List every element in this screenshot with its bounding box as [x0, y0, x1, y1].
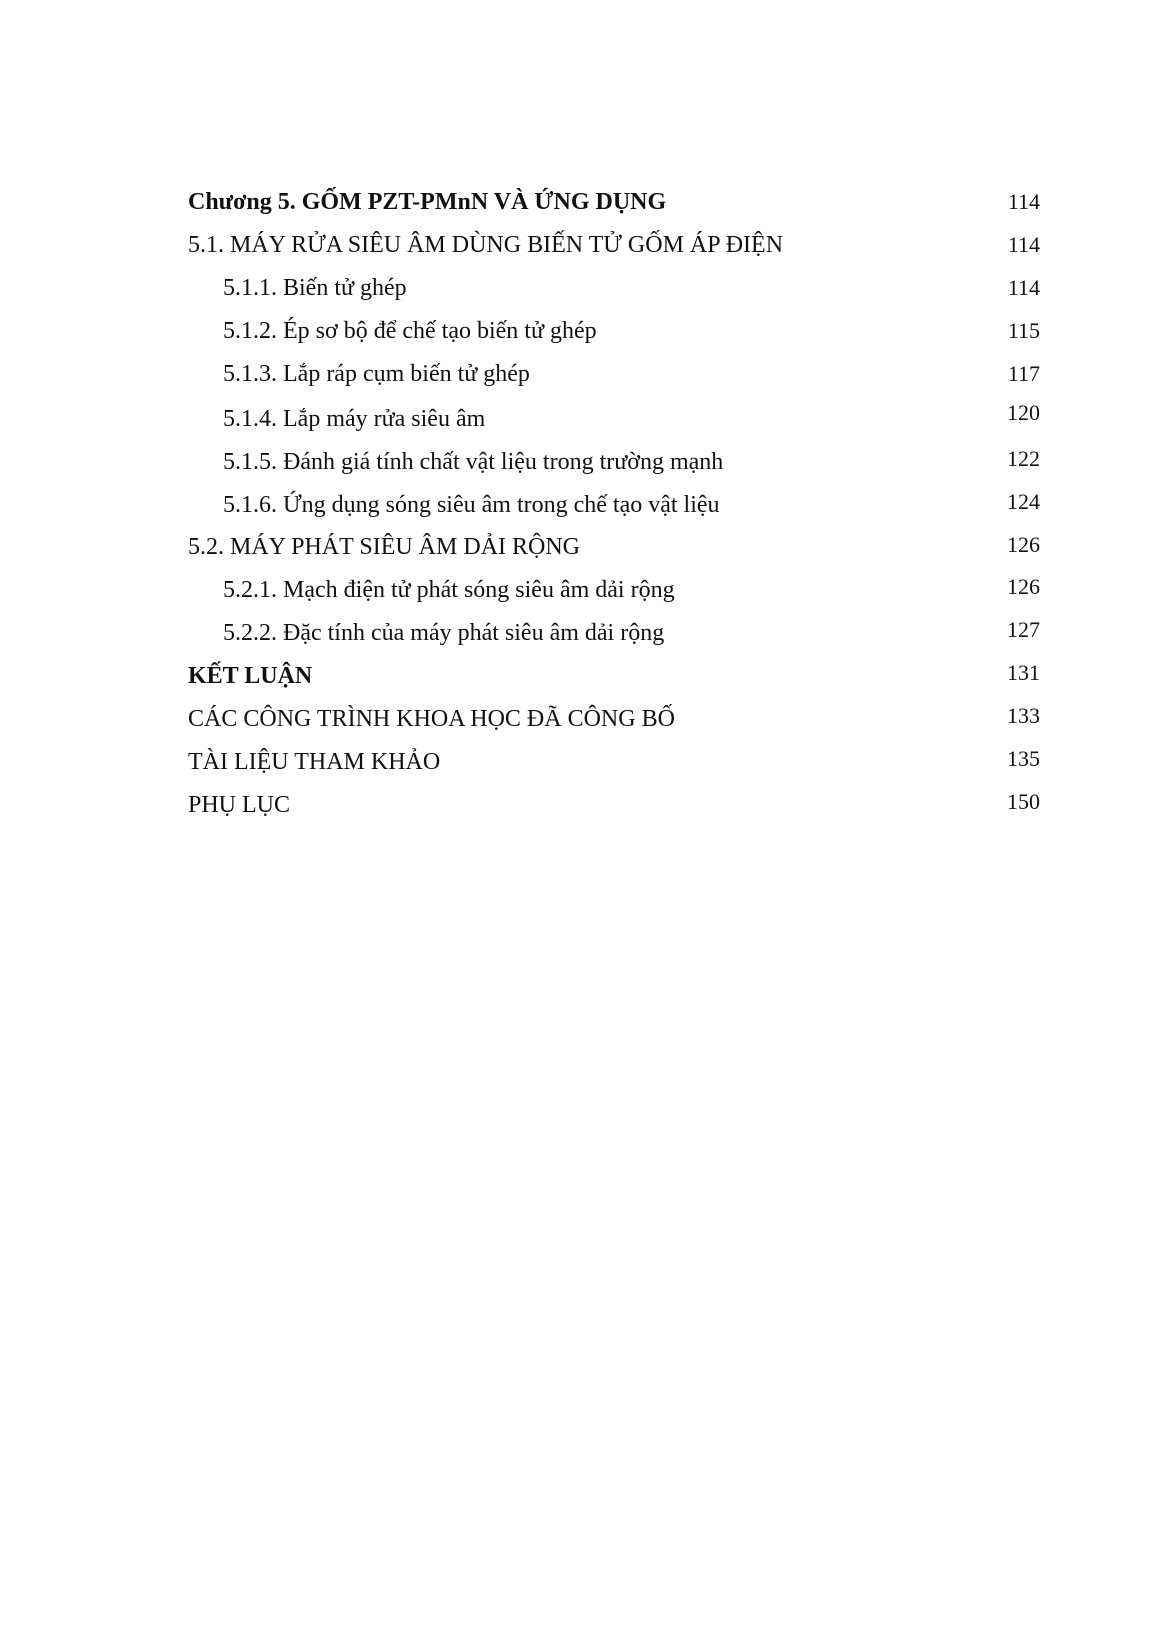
toc-entry-title: KẾT LUẬN: [188, 663, 313, 689]
toc-entry-subsection-5-1-5[interactable]: [0, 442, 1157, 482]
toc-entry-page: 127: [1007, 617, 1040, 642]
toc-entry-page: 126: [1007, 532, 1040, 557]
toc-entry-title: 5.2.2. Đặc tính của máy phát siêu âm dải rộng: [223, 620, 665, 646]
toc-entry-title: Chương 5. GỐM PZT-PMnN VÀ ỨNG DỤNG: [188, 189, 667, 215]
toc-entry-title: TÀI LIỆU THAM KHẢO: [188, 749, 441, 775]
toc-entry-title: 5.1. MÁY RỬA SIÊU ÂM DÙNG BIẾN TỬ GỐM ÁP ĐIỆN: [188, 232, 784, 258]
toc-entry-subsection-5-1-6[interactable]: [0, 485, 1157, 525]
toc-entry-page: 114: [1007, 189, 1040, 214]
toc-entry-subsection-5-2-1[interactable]: [0, 570, 1157, 610]
toc-entry-subsection-5-1-3[interactable]: [0, 354, 1157, 394]
toc-entry-subsection-5-2-2[interactable]: [0, 613, 1157, 653]
toc-entry-title: 5.2.1. Mạch điện tử phát sóng siêu âm dải rộng: [223, 577, 675, 603]
toc-entry-page: 120: [1007, 400, 1040, 425]
toc-entry-page: 131: [1007, 660, 1040, 685]
toc-entry-conclusion[interactable]: [0, 656, 1157, 696]
toc-entry-page: 150: [1007, 789, 1040, 814]
toc-entry-subsection-5-1-4[interactable]: [0, 399, 1157, 439]
toc-entry-page: 135: [1007, 746, 1040, 771]
toc-entry-page: 114: [1007, 232, 1040, 257]
toc-entry-page: 126: [1007, 574, 1040, 599]
toc-entry-section-5-2[interactable]: [0, 527, 1157, 567]
toc-entry-section-5-1[interactable]: [0, 225, 1157, 265]
toc-entry-title: CÁC CÔNG TRÌNH KHOA HỌC ĐÃ CÔNG BỐ: [188, 706, 675, 732]
toc-entry-page: 115: [1007, 318, 1040, 343]
toc-entry-title: PHỤ LỤC: [188, 792, 291, 818]
toc-entry-title: 5.1.6. Ứng dụng sóng siêu âm trong chế tạo vật liệu: [223, 492, 720, 518]
toc-entry-appendix[interactable]: [0, 785, 1157, 825]
toc-entry-title: 5.1.5. Đánh giá tính chất vật liệu trong trường mạnh: [223, 449, 724, 475]
toc-entry-subsection-5-1-2[interactable]: [0, 311, 1157, 351]
toc-entry-title: 5.1.3. Lắp ráp cụm biến tử ghép: [223, 361, 530, 387]
toc-entry-chapter-5[interactable]: [0, 182, 1157, 222]
toc-entry-page: 114: [1007, 275, 1040, 300]
toc-entry-subsection-5-1-1[interactable]: [0, 268, 1157, 308]
toc-entry-page: 122: [1007, 446, 1040, 471]
toc-entry-title: 5.2. MÁY PHÁT SIÊU ÂM DẢI RỘNG: [188, 534, 581, 560]
toc-entry-page: 124: [1007, 489, 1040, 514]
toc-entry-page: 133: [1007, 703, 1040, 728]
toc-entry-publications[interactable]: [0, 699, 1157, 739]
toc-entry-title: 5.1.1. Biến tử ghép: [223, 275, 407, 301]
toc-entry-title: 5.1.4. Lắp máy rửa siêu âm: [223, 406, 486, 432]
toc-entry-title: 5.1.2. Ép sơ bộ để chế tạo biến tử ghép: [223, 318, 597, 344]
toc-entry-references[interactable]: [0, 742, 1157, 782]
toc-entry-page: 117: [1007, 361, 1040, 386]
